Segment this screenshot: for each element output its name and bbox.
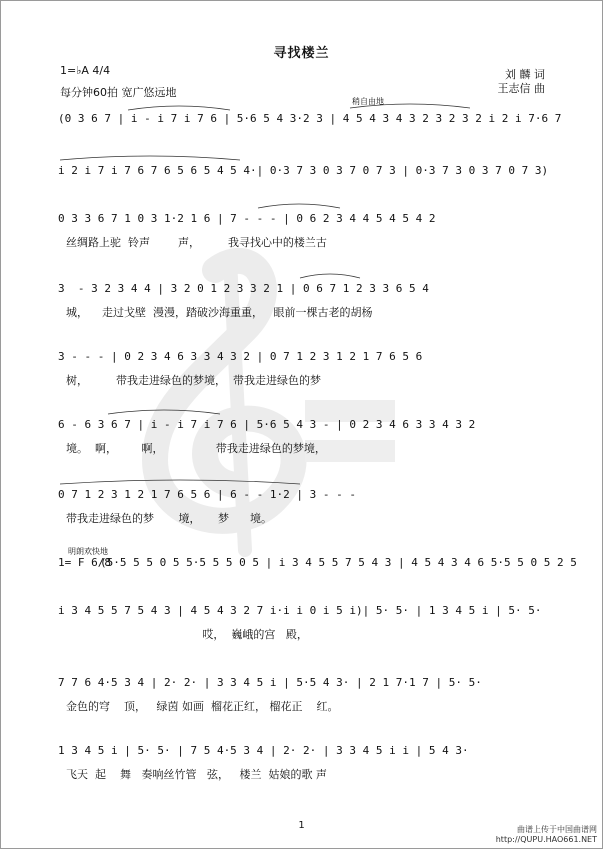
slur-arc — [258, 204, 340, 208]
notation-line: (5·5 5 5 0 5 5·5 5 5 0 5 | i 3 4 5 5 7 5 4 3 | 4 5 4 3 4 6 5·5 5 0 5 2 5 — [100, 556, 577, 569]
lyric-line: 丝绸路上驼 铃声 声， 我寻找心中的楼兰古 — [66, 236, 327, 249]
notation-line: 1 3 4 5 i | 5· 5· | 7 5 4·5 3 4 | 2· 2· | 3 3 4 5 i i | 5 4 3· — [58, 744, 469, 757]
expression-mark: 明朗欢快地 — [68, 547, 108, 556]
page-number: 1 — [298, 820, 305, 831]
lyric-line: 哎， 巍峨的宫 殿， — [66, 628, 308, 641]
notation-line: 3 - - - | 0 2 3 4 6 3 3 4 3 2 | 0 7 1 2 3 1 2 1 7 6 5 6 — [58, 350, 423, 363]
key-signature: 1=♭A 4/4 — [60, 64, 111, 77]
tempo-marking: 每分钟60拍 宽广悠远地 — [60, 86, 177, 99]
notation-line: 6 - 6 3 6 7 | i - i 7 i 7 6 | 5·6 5 4 3 - | 0 2 3 4 6 3 3 4 3 2 — [58, 418, 476, 431]
expression-mark: 稍自由地 — [352, 97, 384, 106]
lyric-line: 飞天 起 舞 奏响丝竹管 弦， 楼兰 姑娘的歌 声 — [66, 768, 327, 781]
footer-url: http://QUPU.HAO661.NET — [495, 835, 597, 844]
lyric-line: 树， 带我走进绿色的梦境， 带我走进绿色的梦 — [66, 374, 321, 387]
slur-arc — [128, 106, 230, 110]
notation-line: i 2 i 7 i 7 6 7 6 5 6 5 4 5 4·| 0·3 7 3 0 3 7 0 7 3 | 0·3 7 3 0 3 7 0 7 3) — [58, 164, 549, 177]
song-title: 寻找楼兰 — [273, 46, 330, 61]
notation-line: 3 - 3 2 3 4 4 | 3 2 0 1 2 3 3 2 1 | 0 6 7 1 2 3 3 6 5 4 — [58, 282, 429, 295]
slur-arc — [60, 156, 240, 160]
notation-line: 0 3 3 6 7 1 0 3 1·2 1 6 | 7 - - - | 0 6 2 3 4 4 5 4 5 4 2 — [58, 212, 436, 225]
slur-arc — [108, 410, 220, 414]
section-key-signature: 1= F 6/8 — [58, 556, 111, 569]
notation-line: 7 7 6 4·5 3 4 | 2· 2· | 3 3 4 5 i | 5·5 4 3· | 2 1 7·1 7 | 5· 5· — [58, 676, 482, 689]
lyric-line: 金色的穹 顶， 绿茵 如画 榴花正红， 榴花正 红。 — [66, 700, 339, 713]
slur-arc — [300, 274, 360, 278]
lyric-line: 城， 走过戈壁 漫漫，踏破沙海重重， 眼前一棵古老的胡杨 — [66, 306, 373, 319]
notation-line: (0 3 6 7 | i - i 7 i 7 6 | 5·6 5 4 3·2 3 | 4 5 4 3 4 3 2 3 2 3 2 i 2 i 7·6 7 — [58, 112, 562, 125]
site-footer — [496, 825, 597, 845]
slur-arc — [60, 480, 300, 484]
notation-line: i 3 4 5 5 7 5 4 3 | 4 5 4 3 2 7 i·i i 0 i 5 i)| 5· 5· | 1 3 4 5 i | 5· 5· — [58, 604, 542, 617]
lyric-line: 带我走进绿色的梦 境， 梦 境。 — [66, 512, 272, 525]
lyricist-credit: 刘 麟 词 — [505, 68, 545, 81]
lyric-line: 境。 啊， 啊， 带我走进绿色的梦境， — [66, 442, 326, 455]
notation-line: 0 7 1 2 3 1 2 1 7 6 5 6 | 6 - - 1·2 | 3 - - - — [58, 488, 357, 501]
slur-arc — [350, 104, 470, 108]
footer-site-name: 曲谱上传于中国曲谱网 — [517, 825, 597, 834]
composer-credit: 王志信 曲 — [497, 82, 545, 95]
